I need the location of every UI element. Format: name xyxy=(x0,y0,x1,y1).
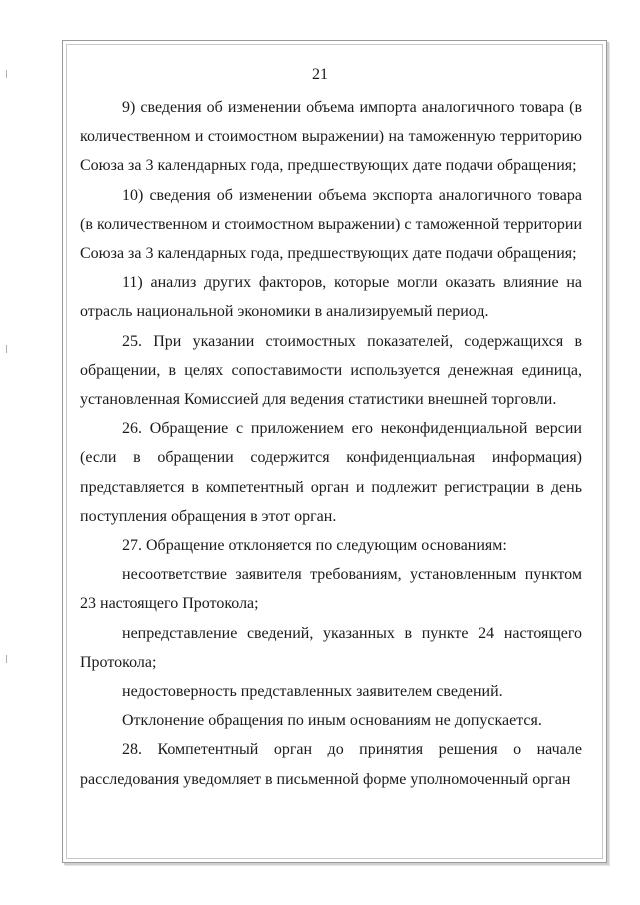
paragraph-ground-3: недостоверность представленных заявителем сведений. xyxy=(122,683,503,701)
scan-mark xyxy=(6,345,7,353)
paragraph-clause-28: 28. Компетентный орган до принятия решения о начале расследования уведомляет в письменной форме уполномоченный орган xyxy=(80,741,582,788)
paragraph-item-10: 10) сведения об изменении объема экспорта аналогичного товара (в количественном и стоимостном выражении) с таможенной территории Союза за 3 календарных года, предшествующих дате подачи обращения; xyxy=(80,186,582,263)
paragraph-clause-27: 27. Обращение отклоняется по следующим основаниям: xyxy=(122,537,507,555)
paragraph-item-11: 11) анализ других факторов, которые могли оказать влияние на отрасль национальной экономики в анализируемый период. xyxy=(80,274,582,321)
paragraph-item-9: 9) сведения об изменении объема импорта аналогичного товара (в количественном и стоимостном выражении) на таможенную территорию Союза за 3 календарных года, предшествующих дате подачи обращения; xyxy=(80,99,582,175)
document-body xyxy=(80,93,582,794)
page-number: 21 xyxy=(312,66,328,83)
paragraph-no-other-grounds: Отклонение обращения по иным основаниям не допускается. xyxy=(122,712,542,730)
paragraph-clause-26: 26. Обращение с приложением его неконфиденциальной версии (если в обращении содержится конфиденциальная информация) представляется в компетентный орган и подлежит регистрации в день поступления обращения в этот орган. xyxy=(80,420,582,525)
paragraph-clause-25: 25. При указании стоимостных показателей, содержащихся в обращении, в целях сопоставимости используется денежная единица, установленная Комиссией для ведения статистики внешней торговли. xyxy=(80,332,582,409)
paragraph-ground-1: несоответствие заявителя требованиям, установленным пунктом 23 настоящего Протокола; xyxy=(80,566,582,613)
paragraph-ground-2: непредставление сведений, указанных в пункте 24 настоящего Протокола; xyxy=(80,624,582,671)
scan-mark xyxy=(6,655,7,663)
